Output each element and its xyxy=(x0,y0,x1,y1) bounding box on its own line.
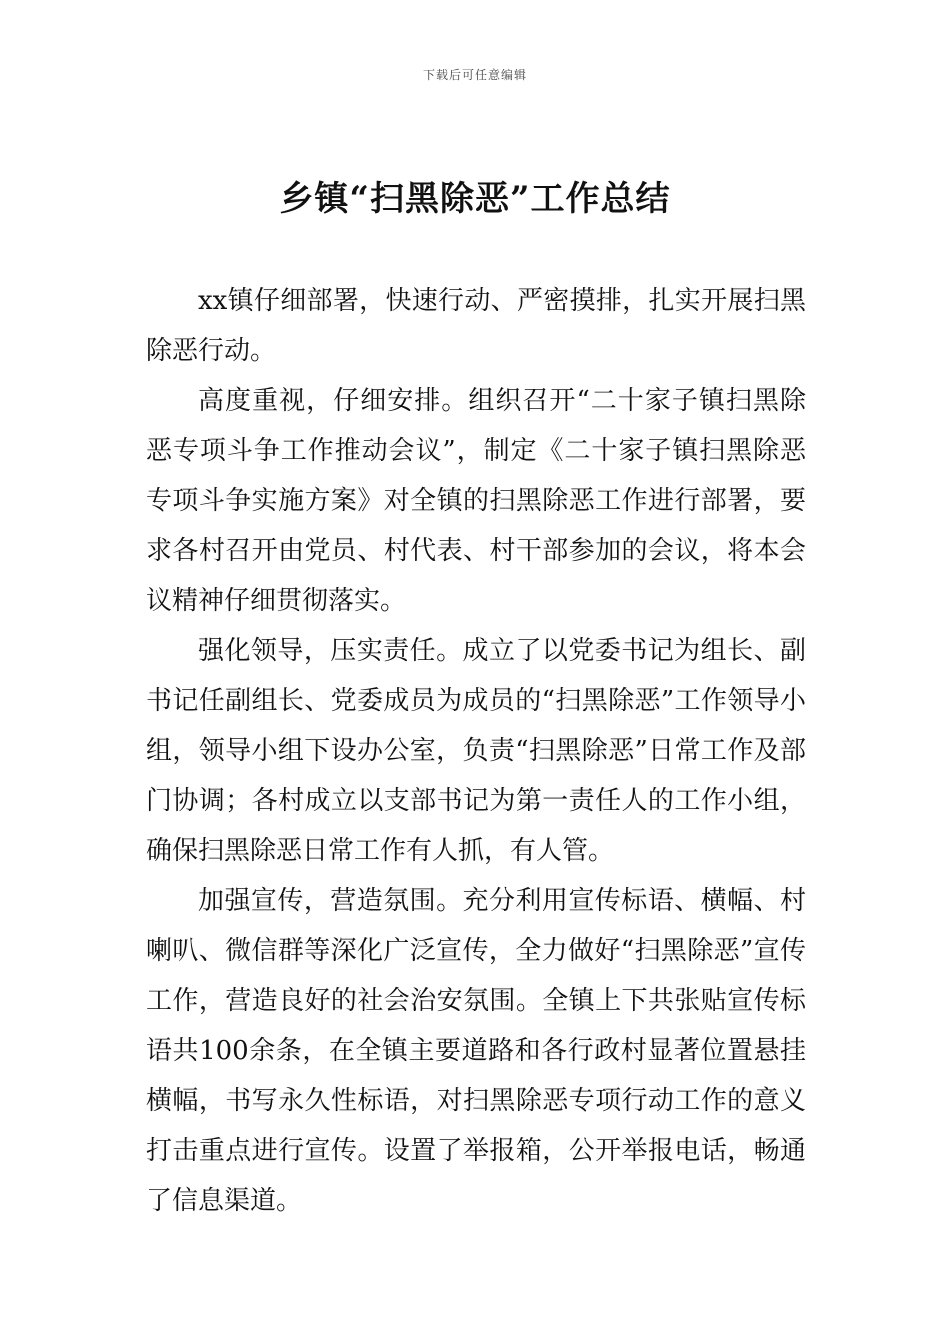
document-body xyxy=(146,276,806,1226)
paragraph-intro: xx镇仔细部署，快速行动、严密摸排，扎实开展扫黑除恶行动。 xyxy=(146,286,806,366)
paragraph-publicity: 加强宣传，营造氛围。充分利用宣传标语、横幅、村喇叭、微信群等深化广泛宣传，全力做好“扫黑除恶”宣传工作，营造良好的社会治安氛围。全镇上下共张贴宣传标语共100余条，在全镇主要道路和各行政村显著位置悬挂横幅，书写永久性标语，对扫黑除恶专项行动工作的意义打击重点进行宣传。设置了举报箱，公开举报电话，畅通了信息渠道。 xyxy=(146,886,806,1216)
document-title: 乡镇“扫黑除恶”工作总结 xyxy=(279,179,671,219)
paragraph-leadership: 强化领导，压实责任。成立了以党委书记为组长、副书记任副组长、党委成员为成员的“扫黑除恶”工作领导小组，领导小组下设办公室，负责“扫黑除恶”日常工作及部门协调；各村成立以支部书记为第一责任人的工作小组，确保扫黑除恶日常工作有人抓，有人管。 xyxy=(146,636,806,866)
paragraph-attention: 高度重视，仔细安排。组织召开“二十家子镇扫黑除恶专项斗争工作推动会议”，制定《二十家子镇扫黑除恶专项斗争实施方案》对全镇的扫黑除恶工作进行部署，要求各村召开由党员、村代表、村干部参加的会议，将本会议精神仔细贯彻落实。 xyxy=(146,386,806,616)
header-note: 下载后可任意编辑 xyxy=(422,68,527,82)
